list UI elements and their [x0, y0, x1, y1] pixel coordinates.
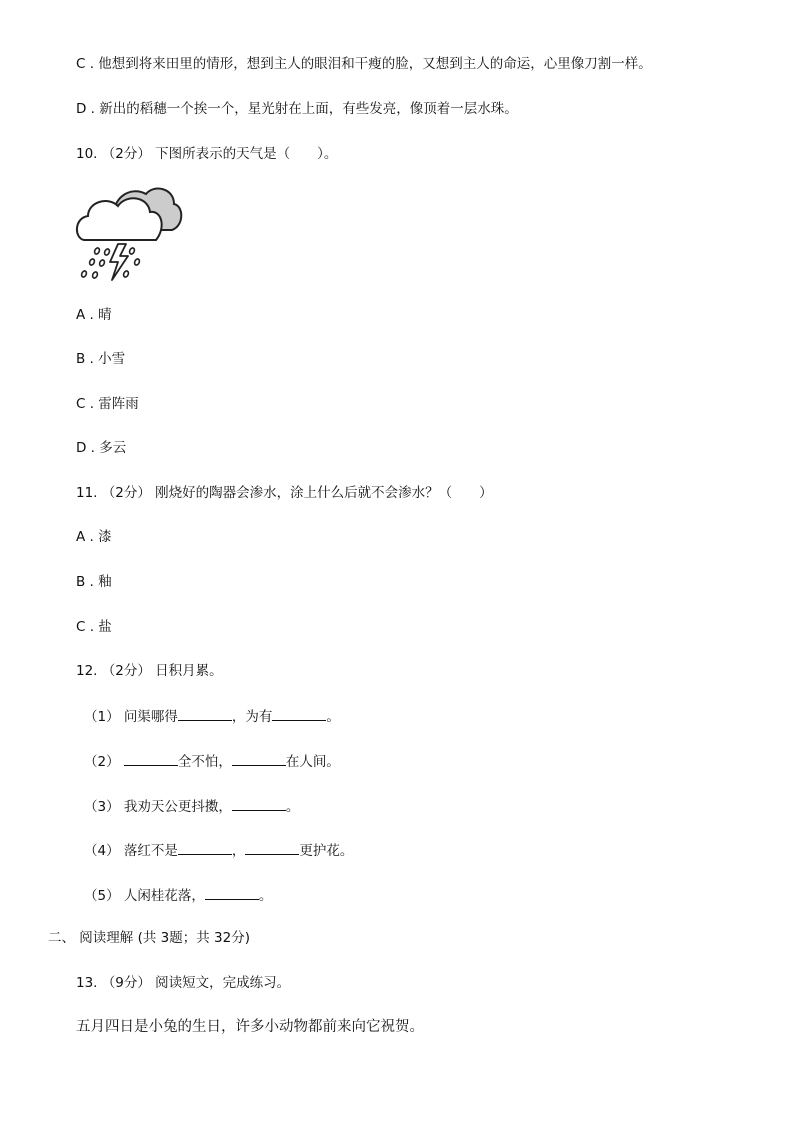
- q10-option-a: A . 晴: [76, 307, 112, 323]
- item-text: 更护花。: [299, 843, 354, 859]
- question-12: 12. （2分） 日积月累。: [76, 663, 223, 679]
- q10-option-c: C . 雷阵雨: [76, 396, 139, 412]
- q12-item-2: [84, 751, 340, 771]
- option-d-previous: D . 新出的稻穗一个挨一个，星光射在上面，有些发亮，像顶着一层水珠。: [76, 101, 518, 117]
- item-number: （1）: [84, 709, 120, 725]
- item-text: 我劝天公更抖擞，: [123, 799, 232, 815]
- item-text: 全不怕，: [177, 754, 232, 770]
- item-number: （2）: [84, 754, 120, 770]
- option-c-previous: C . 他想到将来田里的情形，想到主人的眼泪和干瘦的脸，又想到主人的命运，心里像刀割一样。: [76, 56, 652, 72]
- q10-option-b: B . 小雪: [76, 351, 126, 367]
- q12-item-4: [84, 840, 353, 860]
- fill-blank: [245, 840, 299, 855]
- item-text: ，为有: [231, 709, 273, 725]
- q11-option-a: A . 漆: [76, 529, 112, 545]
- q11-option-c: C . 盐: [76, 619, 112, 635]
- thunderstorm-cloud-icon: [74, 182, 184, 286]
- fill-blank: [232, 796, 286, 811]
- fill-blank: [124, 751, 178, 766]
- fill-blank: [232, 751, 286, 766]
- item-number: （3）: [84, 799, 120, 815]
- fill-blank: [178, 840, 232, 855]
- item-text: 落红不是: [123, 843, 178, 859]
- fill-blank: [272, 706, 326, 721]
- item-text: 在人间。: [285, 754, 340, 770]
- q12-item-5: [84, 885, 272, 905]
- q11-option-b: B . 釉: [76, 574, 112, 590]
- item-text: 。: [326, 709, 340, 725]
- item-text: 。: [285, 799, 300, 815]
- q12-item-1: [84, 706, 340, 726]
- section-heading-reading: 二、 阅读理解 (共 3题；共 32分): [48, 930, 250, 946]
- question-11: 11. （2分） 刚烧好的陶器会渗水，涂上什么后就不会渗水？（ ）: [76, 485, 493, 501]
- question-13: 13. （9分） 阅读短文，完成练习。: [76, 975, 291, 991]
- item-text: 问渠哪得: [123, 709, 178, 725]
- item-text: 。: [258, 888, 273, 904]
- q12-item-3: [84, 796, 299, 816]
- item-text: 人闲桂花落，: [123, 888, 205, 904]
- item-text: ，: [231, 843, 246, 859]
- fill-blank: [178, 706, 232, 721]
- question-10: 10. （2分） 下图所表示的天气是（ ）。: [76, 146, 338, 162]
- q10-option-d: D . 多云: [76, 440, 127, 456]
- reading-passage: 五月四日是小兔的生日，许多小动物都前来向它祝贺。: [76, 1019, 424, 1035]
- item-number: （4）: [84, 843, 120, 859]
- item-number: （5）: [84, 888, 120, 904]
- fill-blank: [205, 885, 259, 900]
